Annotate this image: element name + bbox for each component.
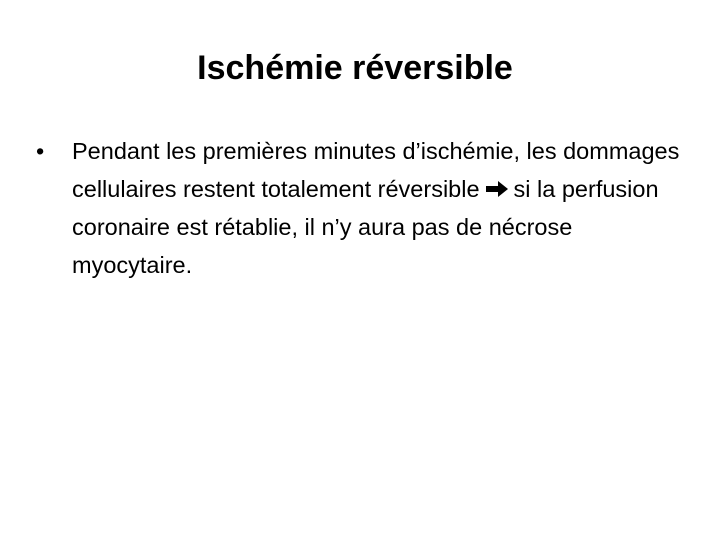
slide-title: Ischémie réversible: [197, 49, 513, 87]
bullet-item: [36, 132, 696, 284]
bullet-marker: •: [36, 138, 45, 164]
bullet-list: [36, 132, 696, 284]
bullet-text-after: si la perfusion coronaire est rétablie, il n’y aura pas de nécrose myocytaire.: [72, 176, 659, 278]
right-arrow-icon: [484, 180, 510, 198]
bullet-text-before: Pendant les premières minutes d’ischémie, les dommages cellulaires restent totalement réversible: [72, 138, 680, 202]
